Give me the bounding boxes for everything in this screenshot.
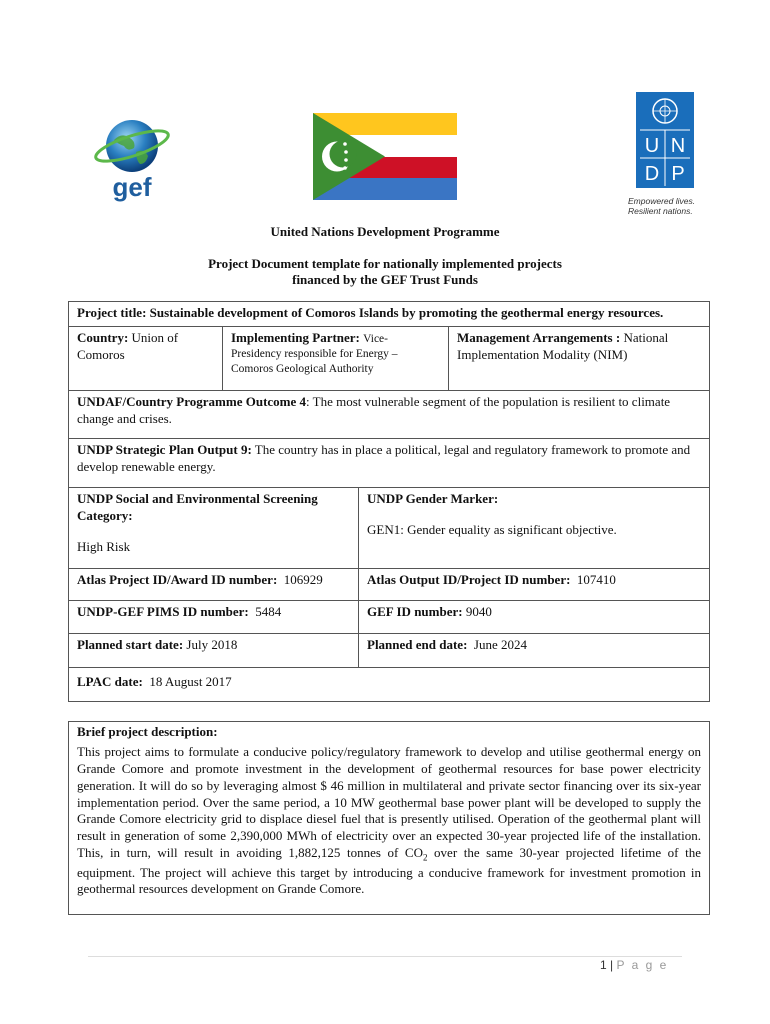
gender-marker-cell [358, 488, 709, 568]
page-label: P a g e [616, 958, 669, 972]
comoros-flag [313, 113, 457, 200]
atlas-project-label: Atlas Project ID/Award ID number: [77, 572, 278, 587]
partner-value-2: Presidency responsible for Energy – [231, 347, 398, 360]
atlas-output-label: Atlas Output ID/Project ID number: [367, 572, 571, 587]
undp-letter-n: N [670, 135, 686, 157]
gender-marker-label: UNDP Gender Marker: [367, 491, 499, 506]
partner-cell [222, 327, 448, 390]
lpac-value: 18 August 2017 [149, 674, 232, 689]
gef-id-value: 9040 [465, 604, 492, 619]
pims-label: UNDP-GEF PIMS ID number: [77, 604, 249, 619]
doc-title-line1: Project Document template for nationally implemented projects [208, 256, 562, 271]
gef-id-cell [358, 601, 709, 633]
brief-description-text: This project aims to formulate a conducive policy/regulatory framework to develop and utilise geothermal energy on Grande Comore and promote investment in the development of geothermal resources for base power electricity generation. It will do so by leveraging almost $ 46 million in multilateral and private sector financing over its six-year implementation period. Over the same period, a 10 MW geothermal base power plant will be developed to supply the Grande Comore electricity grid to displace diesel fuel that is presently utilised. Operation of the geothermal plant will result in generation of some 2,390,000 MWh of electricity over an expected 30-year projected life of the installation. This, in turn, will result in avoiding 1,882,125 tonnes of $CO_2$ over the same 30-year projected lifetime of the equipment. The project will achieve this target by introducing a conducive framework for investment promotion in geothermal resources development on Grande Comore. [77, 743, 701, 897]
screening-cell [69, 488, 358, 568]
lpac-row [69, 667, 709, 701]
pims-cell [69, 601, 358, 633]
dates-row [69, 633, 709, 667]
org-name: United Nations Development Programme [270, 224, 500, 239]
page-separator: | [610, 958, 614, 972]
pims-value: 5484 [255, 604, 282, 619]
page-footer [600, 958, 668, 974]
start-date-cell [69, 634, 358, 667]
strategic-plan-row [69, 438, 709, 487]
end-date-cell [358, 634, 709, 667]
footer-divider [88, 956, 682, 957]
start-date-value: July 2018 [186, 637, 238, 652]
strategic-plan-value: The country has in place a political, legal and regulatory framework to promote and develop renewable energy. [77, 442, 691, 474]
undp-tagline [628, 196, 718, 216]
undaf-value: : The most vulnerable segment of the population is resilient to climate change and crises. [77, 394, 671, 426]
atlas-row [69, 568, 709, 600]
project-title-label: Project title: [77, 305, 147, 320]
co2-subscript: 2 [422, 852, 428, 863]
page-number: 1 [600, 958, 607, 972]
atlas-output-cell [358, 569, 709, 600]
management-value-1: National [623, 330, 669, 345]
partner-value-3: Comoros Geological Authority [231, 362, 374, 375]
lpac-label: LPAC date: [77, 674, 143, 689]
project-title-row [69, 302, 709, 326]
brief-description-label: Brief project description: [77, 724, 218, 739]
gef-logo [92, 112, 172, 202]
start-date-label: Planned start date: [77, 637, 184, 652]
partner-value-1: Vice- [363, 333, 388, 345]
project-info-table [68, 301, 710, 702]
brief-description-box [68, 721, 710, 915]
gef-id-label: GEF ID number: [367, 604, 463, 619]
country-value-1: Union of [131, 330, 179, 345]
pims-row [69, 600, 709, 633]
undp-letter-d: D [644, 163, 660, 185]
atlas-project-value: 106929 [283, 572, 323, 587]
gender-marker-value: GEN1: Gender equality as significant objective. [367, 521, 617, 537]
atlas-output-value: 107410 [576, 572, 616, 587]
management-value-2: Implementation Modality (NIM) [457, 346, 628, 362]
end-date-value: June 2024 [473, 637, 527, 652]
undp-tagline-line1: Empowered lives. [628, 196, 696, 206]
end-date-label: Planned end date: [367, 637, 468, 652]
management-label: Management Arrangements : [457, 330, 621, 345]
screening-label: UNDP Social and Environmental Screening Category: [77, 491, 318, 523]
atlas-project-cell [69, 569, 358, 600]
gef-logo-text: gef [112, 172, 152, 202]
country-cell [69, 327, 222, 390]
undp-tagline-line2: Resilient nations. [628, 206, 693, 216]
undaf-label: UNDAF/Country Programme Outcome 4 [77, 394, 307, 409]
undp-letter-u: U [644, 135, 660, 157]
management-cell [448, 327, 709, 390]
country-label: Country: [77, 330, 129, 345]
country-partner-row [69, 326, 709, 390]
undp-logo [636, 92, 694, 188]
doc-title-line2: financed by the GEF Trust Funds [292, 272, 478, 287]
project-title-value: Sustainable development of Comoros Islands by promoting the geothermal energy resources. [149, 305, 664, 320]
country-value-2: Comoros [77, 346, 125, 362]
undp-letter-p: P [671, 163, 685, 185]
partner-label: Implementing Partner: [231, 330, 360, 345]
screening-gender-row [69, 487, 709, 568]
undaf-row [69, 390, 709, 438]
screening-value: High Risk [77, 538, 131, 554]
strategic-plan-label: UNDP Strategic Plan Output 9: [77, 442, 252, 457]
